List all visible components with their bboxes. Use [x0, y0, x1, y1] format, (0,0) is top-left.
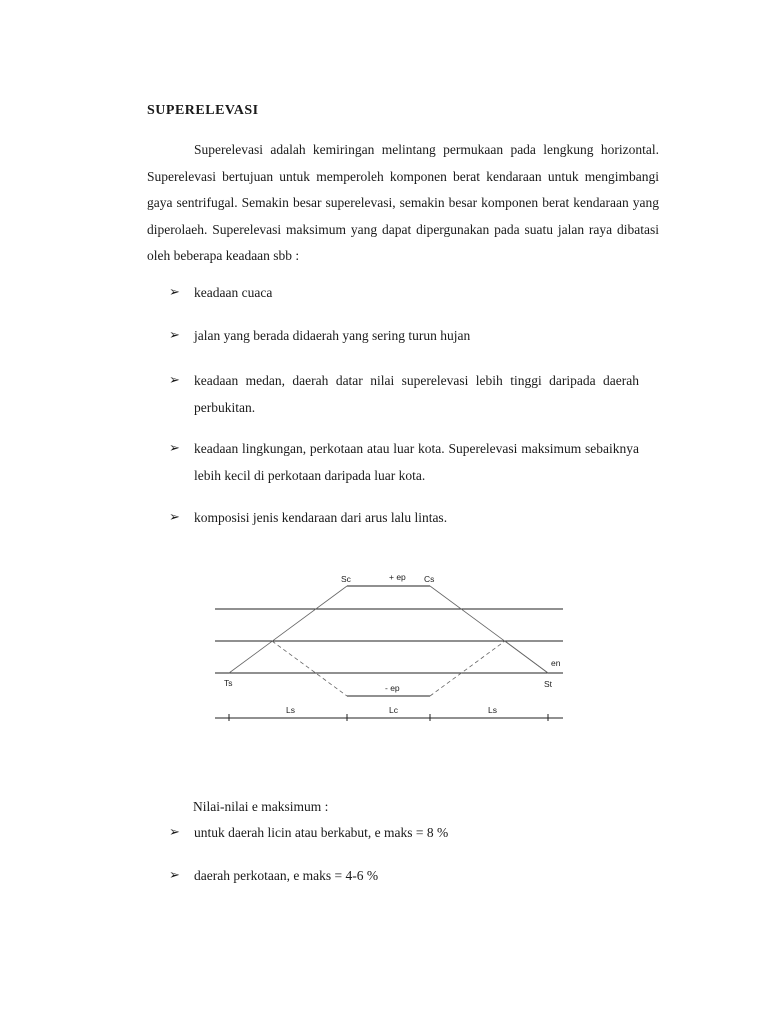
label-cs: Cs — [424, 574, 435, 584]
arrowhead-bullet-icon: ➢ — [169, 285, 180, 300]
arrowhead-bullet-icon: ➢ — [169, 825, 180, 840]
arrowhead-bullet-icon: ➢ — [169, 510, 180, 525]
label-ls-left: Ls — [286, 705, 295, 715]
list-item-text: keadaan medan, daerah datar nilai superelevasi lebih tinggi daripada daerah perbukitan. — [194, 373, 639, 415]
arrowhead-bullet-icon: ➢ — [169, 868, 180, 883]
inner-edge-rise — [430, 641, 505, 696]
list-item-text: jalan yang berada didaerah yang sering turun hujan — [194, 328, 471, 343]
list-item-text: keadaan cuaca — [194, 285, 273, 300]
inner-edge-drop — [272, 641, 347, 696]
intro-paragraph: Superelevasi adalah kemiringan melintang permukaan pada lengkung horizontal. Superelevasi bertujuan untuk memperoleh komponen berat kendaraan untuk mengimbangi gaya sentrifugal. Semakin besar superelevasi, semakin besar komponen berat kendaraan yang diperolaeh. Superelevasi maksimum yang dapat dipergunakan pada suatu jalan raya dibatasi oleh beberapa keadaan sbb : — [147, 142, 659, 263]
label-lc: Lc — [389, 705, 398, 715]
label-sc: Sc — [341, 574, 351, 584]
nilai-heading: Nilai-nilai e maksimum : — [193, 799, 329, 814]
label-ls-right: Ls — [488, 705, 497, 715]
page-title: SUPERELEVASI — [147, 103, 259, 118]
list-item — [169, 863, 639, 890]
list-item-text: komposisi jenis kendaraan dari arus lalu lintas. — [194, 510, 448, 525]
label-ts: Ts — [224, 678, 233, 688]
arrowhead-bullet-icon: ➢ — [169, 328, 180, 343]
arrowhead-bullet-icon: ➢ — [169, 441, 180, 456]
label-en: en — [551, 658, 561, 668]
list-item — [169, 820, 639, 847]
label-st: St — [544, 679, 553, 689]
list-item-text: daerah perkotaan, e maks = 4-6 % — [194, 868, 379, 883]
label-plus-ep: + ep — [389, 572, 406, 582]
list-item-text: keadaan lingkungan, perkotaan atau luar kota. Superelevasi maksimum sebaiknya lebih kecil di perkotaan daripada luar kota. — [194, 441, 639, 483]
list-item-text: untuk daerah licin atau berkabut, e maks = 8 % — [194, 825, 449, 840]
outer-edge-rise — [229, 586, 347, 673]
arrowhead-bullet-icon: ➢ — [169, 373, 180, 388]
inner-edge-tail — [505, 641, 548, 673]
label-minus-ep: - ep — [385, 683, 400, 693]
